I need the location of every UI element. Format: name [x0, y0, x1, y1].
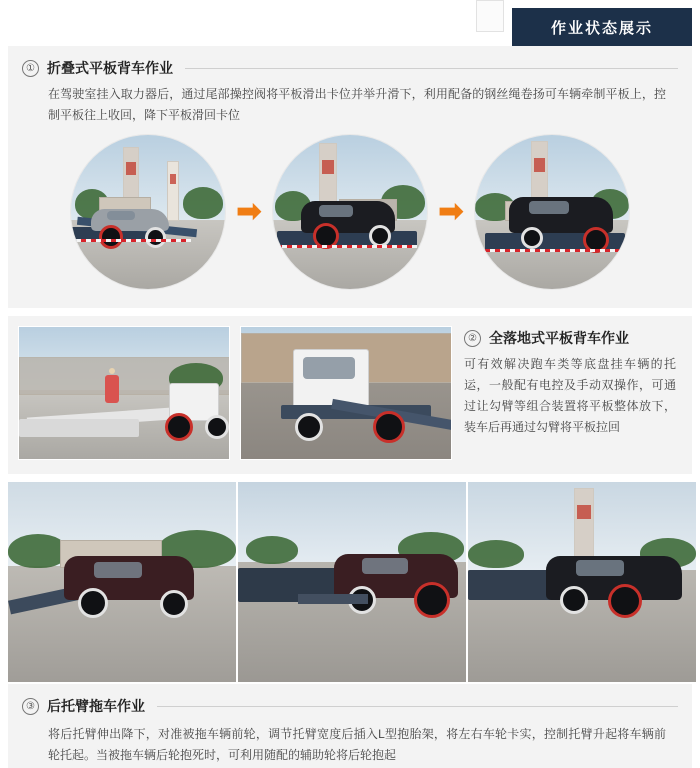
- section-1-photo-row: [8, 134, 692, 290]
- section-1-title: 折叠式平板背车作业: [47, 60, 173, 76]
- photo-rear-arm-3: [468, 482, 696, 682]
- section-1-number: ①: [22, 60, 39, 77]
- photo-circle-3: [474, 134, 630, 290]
- section-full-landing-flatbed: [8, 316, 692, 474]
- section-folding-flatbed: [8, 46, 692, 308]
- section-rear-arm-text: [8, 684, 692, 768]
- section-rear-arm-photos: [8, 482, 692, 682]
- section-3-title: 后托臂拖车作业: [47, 698, 145, 714]
- header-tab-title: 作业状态展示: [512, 8, 692, 46]
- section-2-number: ②: [464, 330, 481, 347]
- photo-landing-2: [240, 326, 452, 460]
- section-2-title: 全落地式平板背车作业: [489, 330, 629, 346]
- section-3-heading: [8, 684, 692, 716]
- header-decoration: [476, 0, 504, 32]
- photo-landing-1: [18, 326, 230, 460]
- heading-divider: [157, 706, 678, 707]
- section-3-body: 将后托臂伸出降下，对准被拖车辆前轮，调节托臂宽度后插入L型抱胎架，将左右车轮卡实，控制托臂升起将车辆前轮托起。当被拖车辆后轮抱死时，可利用随配的辅助轮将后轮抱起: [48, 727, 666, 762]
- photo-rear-arm-2: [238, 482, 466, 682]
- section-3-number: ③: [22, 698, 39, 715]
- flow-arrow-2: ➡: [438, 195, 464, 228]
- section-2-body: 可有效解决跑车类等底盘挂车辆的托运，一般配有电控及手动双操作，可通过让勾臂等组合装置将平板整体放下，装车后再通过勾臂将平板拉回: [464, 357, 676, 434]
- photo-circle-2: [272, 134, 428, 290]
- section-2-text: [462, 326, 682, 460]
- section-1-body: 在驾驶室挂入取力器后，通过尾部操控阀将平板滑出卡位并举升滑下，利用配备的钢丝绳卷扬可车辆牵制平板上，控制平板往上收回，降下平板滑回卡位: [48, 87, 666, 122]
- section-2-heading: [464, 326, 682, 348]
- section-3-photo-row: [8, 482, 692, 682]
- photo-circle-1: [70, 134, 226, 290]
- flow-arrow-1: ➡: [236, 195, 262, 228]
- heading-divider: [185, 68, 678, 69]
- section-1-heading: [8, 46, 692, 78]
- page-header: [0, 0, 700, 46]
- photo-rear-arm-1: [8, 482, 236, 682]
